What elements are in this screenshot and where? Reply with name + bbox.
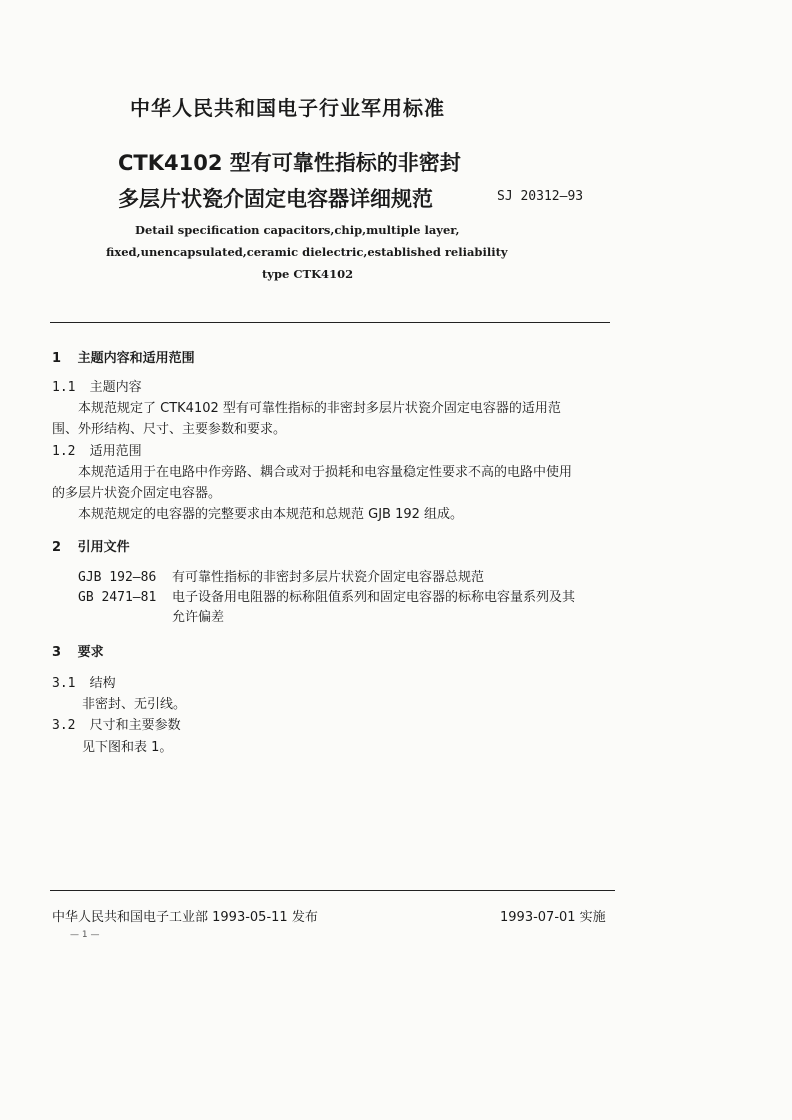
reference-title-continuation: 允许偏差 — [172, 610, 225, 625]
standard-category-header: 中华人民共和国电子行业军用标准 — [130, 96, 445, 120]
effective-date-statement: 1993-07-01 实施 — [500, 910, 606, 925]
section-3-2-paragraph: 见下图和表 1。 — [82, 740, 173, 755]
english-title-line-3: type CTK4102 — [262, 267, 354, 281]
document-title-line-2: 多层片状瓷介固定电容器详细规范 — [118, 187, 433, 211]
section-number: 3 — [52, 645, 62, 660]
english-title-line-2: fixed,unencapsulated,ceramic dielectric,established reliability — [106, 245, 508, 259]
header-divider — [50, 322, 610, 323]
section-1-2-paragraph-1-line-1: 本规范适用于在电路中作旁路、耦合或对于损耗和电容量稳定性要求不高的电路中使用 — [78, 465, 573, 480]
reference-list-item — [78, 566, 484, 585]
reference-code: GJB 192—86 — [78, 570, 157, 585]
issue-statement: 中华人民共和国电子工业部 1993-05-11 发布 — [52, 910, 318, 925]
document-number: SJ 20312—93 — [497, 189, 584, 204]
reference-title: 电子设备用电阻器的标称阻值系列和固定电容器的标称电容量系列及其 — [172, 590, 576, 605]
section-number: 3.1 — [52, 676, 76, 691]
section-1-heading — [52, 347, 195, 366]
section-title: 适用范围 — [89, 444, 142, 459]
section-3-1-paragraph: 非密封、无引线。 — [82, 697, 187, 712]
section-number: 2 — [52, 540, 62, 555]
section-2-heading — [52, 536, 130, 555]
section-1-2-paragraph-2: 本规范规定的电容器的完整要求由本规范和总规范 GJB 192 组成。 — [78, 507, 464, 522]
section-title: 尺寸和主要参数 — [89, 718, 181, 733]
reference-title: 有可靠性指标的非密封多层片状瓷介固定电容器总规范 — [172, 570, 485, 585]
footer-divider — [50, 890, 615, 891]
english-title-line-1: Detail specification capacitors,chip,multiple layer, — [135, 223, 460, 237]
section-1-1-paragraph-line-1: 本规范规定了 CTK4102 型有可靠性指标的非密封多层片状瓷介固定电容器的适用范 — [78, 401, 561, 416]
section-number: 1.1 — [52, 380, 76, 395]
section-1-1-paragraph-line-2: 围、外形结构、尺寸、主要参数和要求。 — [52, 422, 287, 437]
section-1-2-heading — [52, 440, 142, 459]
section-3-heading — [52, 641, 104, 660]
section-title: 要求 — [77, 645, 104, 660]
section-1-1-heading — [52, 376, 142, 395]
section-3-2-heading — [52, 714, 181, 733]
section-title: 主题内容和适用范围 — [77, 351, 195, 366]
reference-code: GB 2471—81 — [78, 590, 157, 605]
section-1-2-paragraph-1-line-2: 的多层片状瓷介固定电容器。 — [52, 486, 222, 501]
page-number: — 1 — — [70, 930, 100, 940]
reference-list-item — [78, 586, 575, 605]
section-title: 主题内容 — [89, 380, 142, 395]
section-number: 3.2 — [52, 718, 76, 733]
section-title: 结构 — [89, 676, 116, 691]
section-3-1-heading — [52, 672, 116, 691]
section-title: 引用文件 — [77, 540, 130, 555]
section-number: 1 — [52, 351, 62, 366]
document-title-line-1: CTK4102 型有可靠性指标的非密封 — [118, 151, 461, 175]
section-number: 1.2 — [52, 444, 76, 459]
